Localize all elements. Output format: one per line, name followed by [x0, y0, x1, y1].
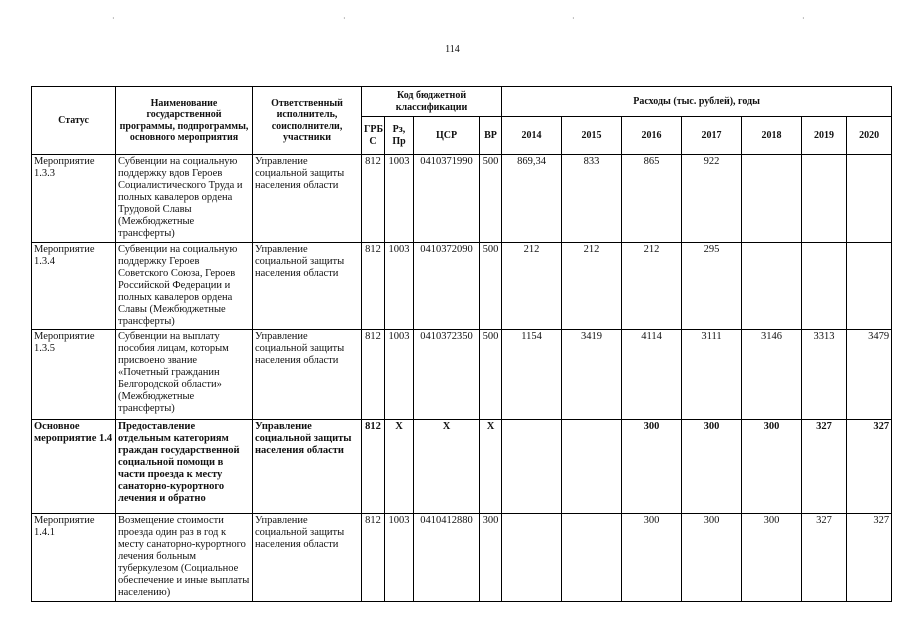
cell-value: 3313	[802, 330, 847, 420]
cell-rzpr: 1003	[385, 243, 414, 330]
cell-value: 327	[802, 514, 847, 602]
cell-name: Субвенции на выплату пособия лицам, которым присвоено звание «Почетный гражданин Белгородской области» (Межбюджетные трансферты)	[116, 330, 253, 420]
header-budget-code: Код бюджетной классификации	[362, 87, 502, 117]
header-name: Наименование государственной программы, подпрограммы, основного мероприятия	[116, 87, 253, 155]
cell-rzpr: Х	[385, 420, 414, 514]
cell-vr: 500	[480, 330, 502, 420]
cell-value: 4114	[622, 330, 682, 420]
cell-rzpr: 1003	[385, 155, 414, 243]
cell-csr: 0410371990	[414, 155, 480, 243]
cell-rzpr: 1003	[385, 514, 414, 602]
scan-dot: ·	[802, 14, 805, 23]
header-row	[32, 87, 892, 117]
header-year: 2017	[682, 117, 742, 155]
cell-rzpr: 1003	[385, 330, 414, 420]
cell-status: Мероприятие 1.4.1	[32, 514, 116, 602]
cell-responsible: Управление социальной защиты населения области	[253, 514, 362, 602]
cell-value: 300	[742, 514, 802, 602]
cell-value: 212	[502, 243, 562, 330]
cell-name: Субвенции на социальную поддержку Героев Советского Союза, Героев Российской Федерации и полных кавалеров ордена Славы (Межбюджетные трансферты)	[116, 243, 253, 330]
cell-value: 327	[847, 514, 892, 602]
cell-value: 3479	[847, 330, 892, 420]
cell-value: 865	[622, 155, 682, 243]
header-expenses: Расходы (тыс. рублей), годы	[502, 87, 892, 117]
cell-value: 300	[622, 420, 682, 514]
cell-value	[847, 155, 892, 243]
table-row	[32, 330, 892, 420]
table-row	[32, 155, 892, 243]
scan-dot: ·	[343, 14, 346, 23]
cell-responsible: Управление социальной защиты населения области	[253, 420, 362, 514]
header-responsible: Ответственный исполнитель, соисполнители, участники	[253, 87, 362, 155]
cell-value: 869,34	[502, 155, 562, 243]
header-vr: ВР	[480, 117, 502, 155]
cell-grbs: 812	[362, 243, 385, 330]
cell-status: Основное мероприятие 1.4	[32, 420, 116, 514]
cell-value	[562, 420, 622, 514]
header-year: 2019	[802, 117, 847, 155]
cell-responsible: Управление социальной защиты населения области	[253, 330, 362, 420]
cell-vr: Х	[480, 420, 502, 514]
cell-value: 212	[622, 243, 682, 330]
cell-vr: 500	[480, 243, 502, 330]
cell-grbs: 812	[362, 514, 385, 602]
page-number: 114	[445, 44, 460, 55]
header-year: 2014	[502, 117, 562, 155]
cell-value	[502, 514, 562, 602]
cell-grbs: 812	[362, 420, 385, 514]
cell-responsible: Управление социальной защиты населения области	[253, 155, 362, 243]
cell-value: 3419	[562, 330, 622, 420]
table-row	[32, 243, 892, 330]
cell-csr: 0410372350	[414, 330, 480, 420]
cell-value: 3146	[742, 330, 802, 420]
cell-value: 295	[682, 243, 742, 330]
cell-value: 3111	[682, 330, 742, 420]
header-rzpr: Рз, Пр	[385, 117, 414, 155]
header-year: 2018	[742, 117, 802, 155]
header-csr: ЦСР	[414, 117, 480, 155]
cell-name: Субвенции на социальную поддержку вдов Героев Социалистического Труда и полных кавалеров ордена Трудовой Славы (Межбюджетные трансферты)	[116, 155, 253, 243]
scan-dot: ·	[112, 14, 115, 23]
header-grbs: ГРБ С	[362, 117, 385, 155]
table-row	[32, 514, 892, 602]
cell-value: 300	[622, 514, 682, 602]
cell-vr: 300	[480, 514, 502, 602]
cell-grbs: 812	[362, 330, 385, 420]
cell-value: 1154	[502, 330, 562, 420]
budget-table	[31, 86, 892, 602]
cell-vr: 500	[480, 155, 502, 243]
cell-value: 327	[802, 420, 847, 514]
cell-value: 327	[847, 420, 892, 514]
header-status: Статус	[32, 87, 116, 155]
header-year: 2016	[622, 117, 682, 155]
cell-value: 300	[682, 420, 742, 514]
cell-value	[847, 243, 892, 330]
header-year: 2020	[847, 117, 892, 155]
cell-grbs: 812	[362, 155, 385, 243]
cell-value	[802, 155, 847, 243]
cell-name: Предоставление отдельным категориям граждан государственной социальной помощи в части проезда к месту санаторно-курортного лечения и обратно	[116, 420, 253, 514]
cell-csr: Х	[414, 420, 480, 514]
cell-value	[742, 155, 802, 243]
cell-value: 922	[682, 155, 742, 243]
cell-responsible: Управление социальной защиты населения области	[253, 243, 362, 330]
cell-value	[742, 243, 802, 330]
cell-value: 300	[742, 420, 802, 514]
cell-status: Мероприятие 1.3.4	[32, 243, 116, 330]
cell-value: 833	[562, 155, 622, 243]
cell-value	[562, 514, 622, 602]
cell-status: Мероприятие 1.3.5	[32, 330, 116, 420]
cell-csr: 0410412880	[414, 514, 480, 602]
cell-value: 212	[562, 243, 622, 330]
cell-csr: 0410372090	[414, 243, 480, 330]
cell-name: Возмещение стоимости проезда один раз в год к месту санаторно-курортного лечения больным туберкулезом (Социальное обеспечение и иные выплаты населению)	[116, 514, 253, 602]
table-row	[32, 420, 892, 514]
header-year: 2015	[562, 117, 622, 155]
cell-status: Мероприятие 1.3.3	[32, 155, 116, 243]
cell-value: 300	[682, 514, 742, 602]
cell-value	[502, 420, 562, 514]
cell-value	[802, 243, 847, 330]
scan-dot: ·	[572, 14, 575, 23]
